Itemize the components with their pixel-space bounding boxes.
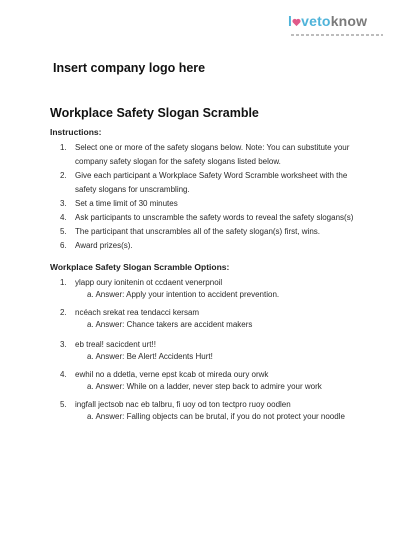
logo-letters-know: know [330, 13, 368, 29]
instructions-heading: Instructions: [50, 127, 102, 137]
lovetoknow-logo [288, 13, 396, 45]
slogan-answer: a. Answer: Falling objects can be brutal, if you do not protect your noodle [87, 412, 345, 421]
scrambled-slogan: ylapp oury ionitenin ot ccdaent venerpnoil [75, 278, 223, 287]
logo-tagline [291, 34, 383, 36]
scrambled-slogan: ncéach srekat rea tendacci kersam [75, 308, 200, 317]
scrambled-slogan: ewhil no a ddetla, verne epst kcab ot mireda oury orwk [75, 370, 269, 379]
heart-icon [292, 18, 301, 27]
slogan-answer: a. Answer: Be Alert! Accidents Hurt! [87, 352, 213, 361]
scrambled-slogan: eb treal! sacicdent urt!! [75, 340, 156, 349]
document-title: Workplace Safety Slogan Scramble [50, 106, 259, 120]
logo-wordmark [288, 13, 367, 29]
slogan-answer: a. Answer: Chance takers are accident makers [87, 320, 253, 329]
document-page: l vetoknow Insert company logo here Workplace Safety Slogan Scramble Instructions: 1. Select one or more of the safety slogans below. Note: You can substitute your company safety slogan for the safety slogans listed below. 2. Give each participant a Workplace Safety Word Scramble worksheet with the safety slogans for unscrambling. 3. Set a time limit of 30 minutes 4. Ask participants to unscramble the safety words to reveal the safety slogans(s) 5. The participant that unscrambles all of the safety slogan(s) first, wins. 6. Award prizes(s). Workplace Safety Slogan Scramble Options: 1. ylapp oury ionitenin ot ccdaent venerpnoil a. Answer: Apply your intention to accident prevention. 2. ncéach srekat rea tendacci kersam a. Answer: Chance takers are accident makers 3. eb treal! sacicdent urt!! a. Answer: Be Alert! Accidents Hurt! 4. ewhil no a ddetla, verne epst kcab ot mireda oury orwk a. Answer: While on a ladder, never step back to admire your work 5. ingfall jectsob nac eb talbru, fi uoy od ton tectpro ruoy oodlen a. Answer: Falling objects can be brutal, if you do not protect your noodle [0, 0, 420, 543]
company-logo-placeholder: Insert company logo here [53, 61, 206, 75]
options-heading: Workplace Safety Slogan Scramble Options: [50, 262, 230, 272]
slogan-answer: a. Answer: While on a ladder, never step back to admire your work [87, 382, 322, 391]
scrambled-slogan: ingfall jectsob nac eb talbru, fi uoy od ton tectpro ruoy oodlen [75, 400, 291, 409]
slogan-answer: a. Answer: Apply your intention to accident prevention. [87, 290, 280, 299]
logo-letters-veto: veto [301, 13, 331, 29]
logo-letter-l: l [288, 13, 293, 29]
